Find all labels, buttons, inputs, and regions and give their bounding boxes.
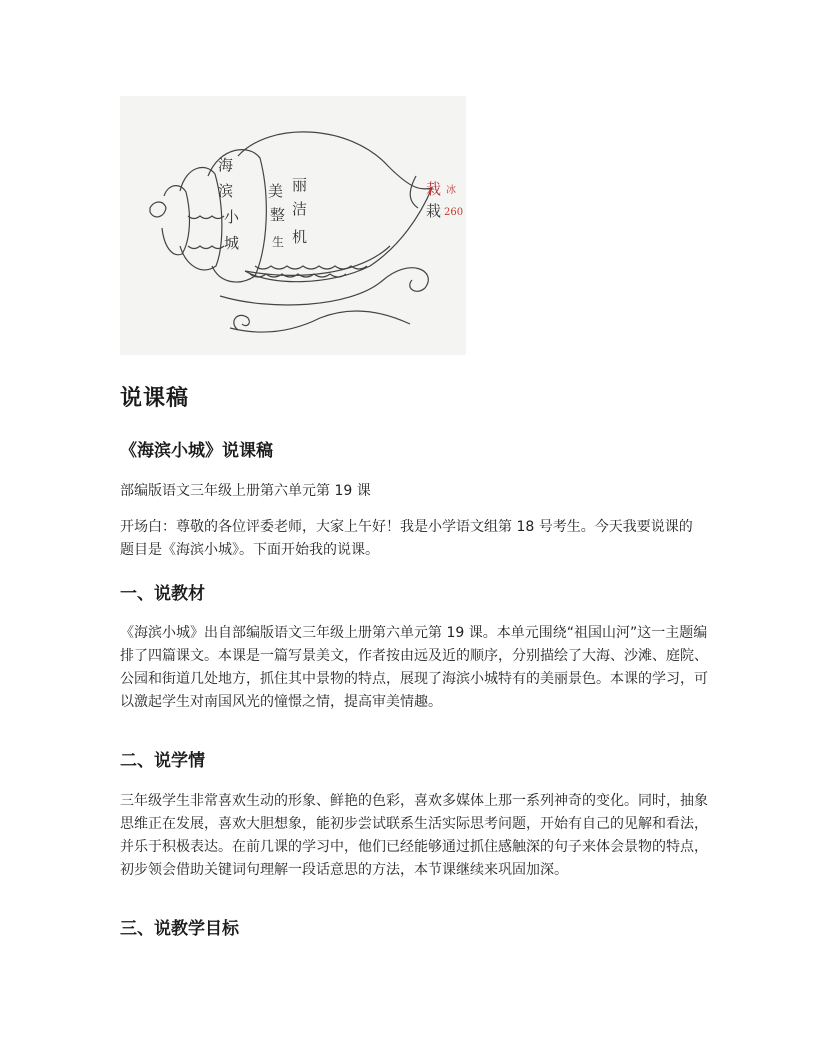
shell-tip — [150, 202, 166, 217]
figure-char: 城 — [224, 234, 240, 252]
figure-char: 小 — [224, 208, 240, 226]
scallop-3 — [188, 246, 224, 249]
section-heading-textbook: 一、说教材 — [120, 584, 205, 604]
document-title: 说课稿 — [120, 386, 190, 411]
figure-char: 机 — [292, 228, 308, 246]
whorl-3 — [162, 186, 189, 255]
tip-arrow — [410, 176, 418, 208]
figure-char: 栽 — [426, 180, 442, 198]
figure-char: 滨 — [218, 182, 234, 200]
conch-sketch-svg — [120, 96, 466, 355]
lesson-meta: 部编版语文三年级上册第六单元第 19 课 — [120, 483, 371, 499]
section-body-textbook: 《海滨小城》出自部编版语文三年级上册第六单元第 19 课。本单元围绕“祖国山河”这一主题编排了四篇课文。本课是一篇写景美文，作者按由远及近的顺序，分别描绘了大海、沙滩、庭院、公园和街道几处地方，抓住其中景物的特点，展现了海滨小城特有的美丽景色。本课的学习，可以激起学生对南国风光的憧憬之情，提高审美情趣。 — [120, 625, 708, 710]
section-heading-objectives: 三、说教学目标 — [120, 919, 239, 939]
figure-char: 生 — [272, 235, 285, 249]
intro-paragraph: 开场白：尊敬的各位评委老师，大家上午好！我是小学语文组第 18 号考生。今天我要说课的题目是《海滨小城》。下面开始我的说课。 — [120, 519, 693, 558]
figure-char: 栽 — [426, 202, 442, 220]
figure-char: 美 — [268, 182, 284, 200]
shell-lower-curve — [245, 246, 390, 275]
scallop-4 — [188, 216, 224, 219]
figure-stamp: 260 — [444, 207, 464, 218]
document-subtitle: 《海滨小城》说课稿 — [120, 441, 273, 461]
base-spiral — [234, 315, 249, 330]
base-wave-2 — [230, 311, 410, 332]
section-heading-students: 二、说学情 — [120, 751, 205, 771]
figure-char: 洁 — [292, 200, 308, 218]
section-body-students: 三年级学生非常喜欢生动的形象、鲜艳的色彩，喜欢多媒体上那一系列神奇的变化。同时，抽象思维正在发展，喜欢大胆想象，能初步尝试联系生活实际思考问题，开始有自己的见解和看法，并乐于积极表达。在前几课的学习中，他们已经能够通过抓住感触深的句子来体会景物的特点，初步领会借助关键词句理解一段话意思的方法，本节课继续来巩固加深。 — [120, 793, 708, 878]
figure-char: 整 — [270, 206, 286, 224]
figure-char: 海 — [218, 156, 234, 174]
figure-char: 丽 — [292, 176, 308, 194]
conch-shell-drawing — [120, 96, 466, 355]
shell-outline — [238, 132, 432, 282]
figure-stamp: 冰 — [446, 185, 456, 196]
